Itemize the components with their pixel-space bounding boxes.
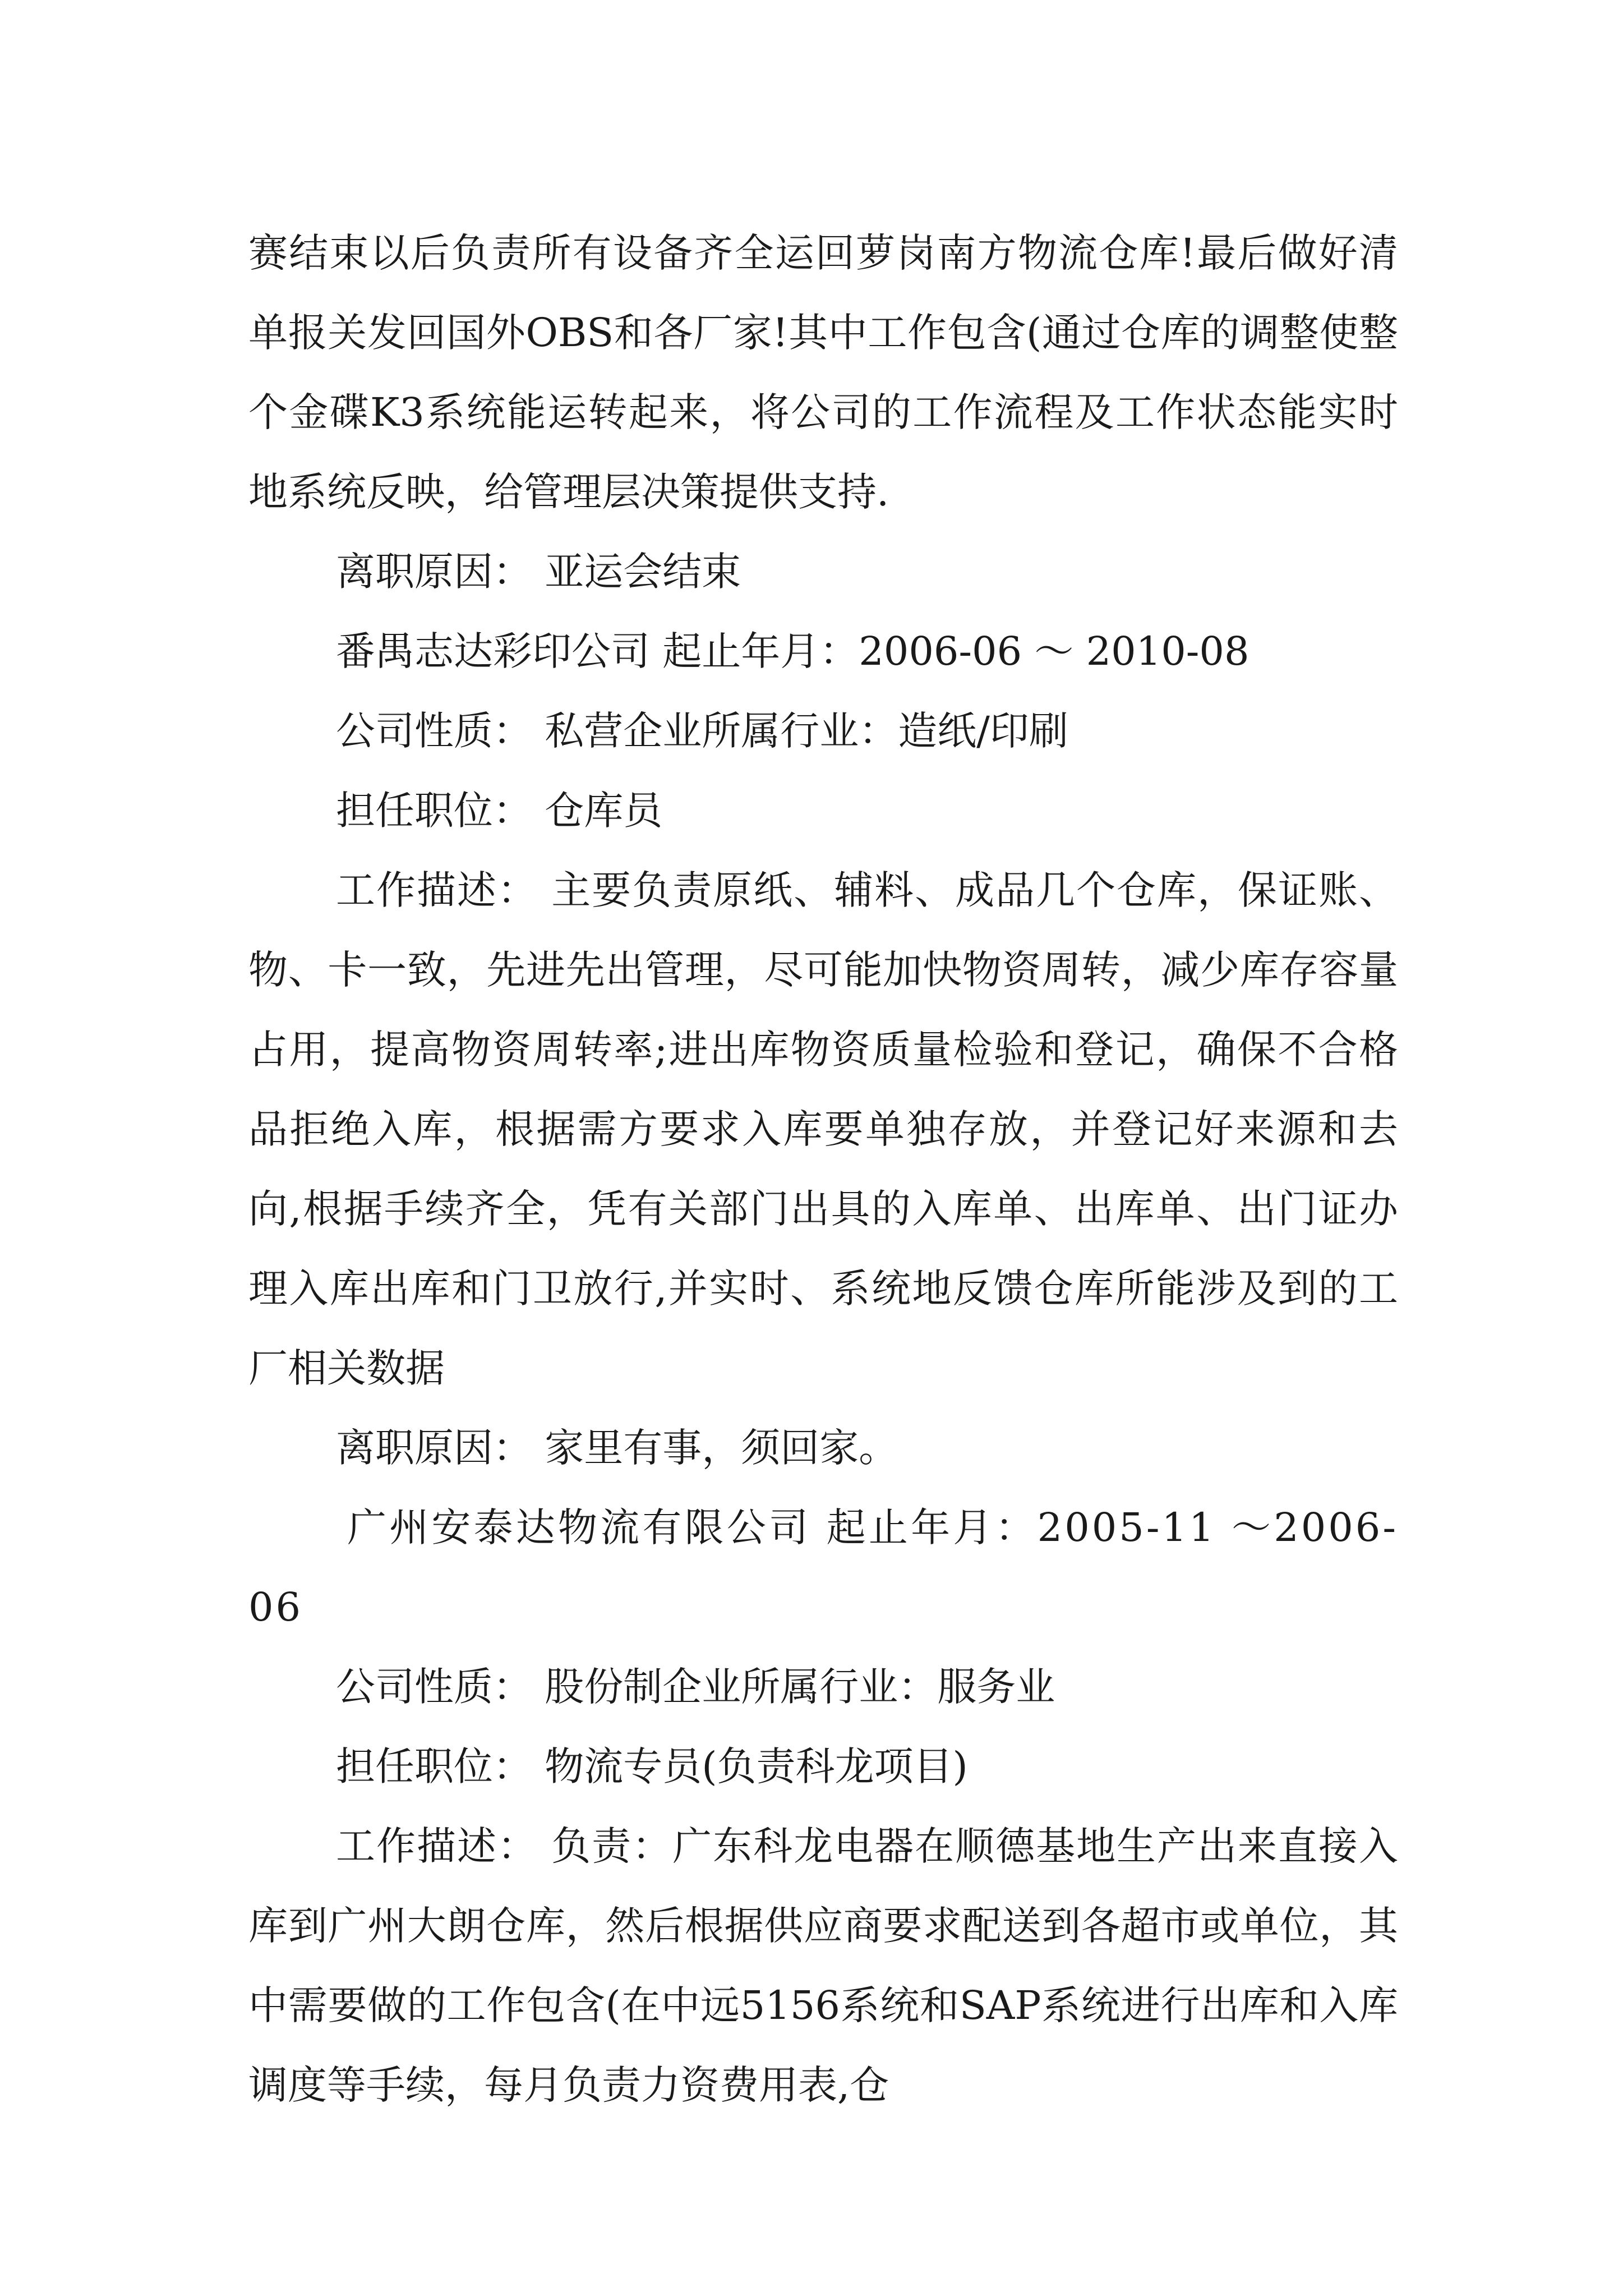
paragraph-warehouse-return: 赛结束以后负责所有设备齐全运回萝岗南方物流仓库!最后做好清单报关发回国外OBS和各厂家!其中工作包含(通过仓库的调整使整个金碟K3系统能运转起来，将公司的工作流程及工作状态能实时地系统反映，给管理层决策提供支持. <box>248 230 1398 515</box>
paragraph-company-antaida: 广州安泰达物流有限公司 起止年月：2005-11 ～2006-06 <box>248 1504 1398 1630</box>
paragraph-position-2: 担任职位： 物流专员(负责科龙项目) <box>336 1743 968 1789</box>
paragraph-company-zhida: 番禺志达彩印公司 起止年月：2006-06 ～ 2010-08 <box>336 628 1249 674</box>
document-body <box>248 213 1398 2125</box>
paragraph-job-description-1: 工作描述： 主要负责原纸、辅料、成品几个仓库，保证账、物、卡一致，先进先出管理，尽可能加快物资周转，减少库存容量占用，提高物资周转率;进出库物资质量检验和登记，确保不合格品拒绝入库，根据需方要求入库要单独存放，并登记好来源和去向,根据手续齐全，凭有关部门出具的入库单、出库单、出门证办理入库出库和门卫放行,并实时、系统地反馈仓库所能涉及到的工厂相关数据 <box>248 867 1398 1391</box>
paragraph-leave-reason-1: 离职原因： 亚运会结束 <box>336 549 741 595</box>
paragraph-leave-reason-2: 离职原因： 家里有事，须回家。 <box>336 1425 898 1471</box>
paragraph-company-nature-2: 公司性质： 股份制企业所属行业：服务业 <box>336 1664 1055 1710</box>
paragraph-position-1: 担任职位： 仓库员 <box>336 788 663 834</box>
paragraph-job-description-2: 工作描述： 负责：广东科龙电器在顺德基地生产出来直接入库到广州大朗仓库，然后根据供应商要求配送到各超市或单位，其中需要做的工作包含(在中远5156系统和SAP系统进行出库和入库调度等手续，每月负责力资费用表,仓 <box>248 1823 1398 2108</box>
paragraph-company-nature-1: 公司性质： 私营企业所属行业：造纸/印刷 <box>336 708 1068 754</box>
